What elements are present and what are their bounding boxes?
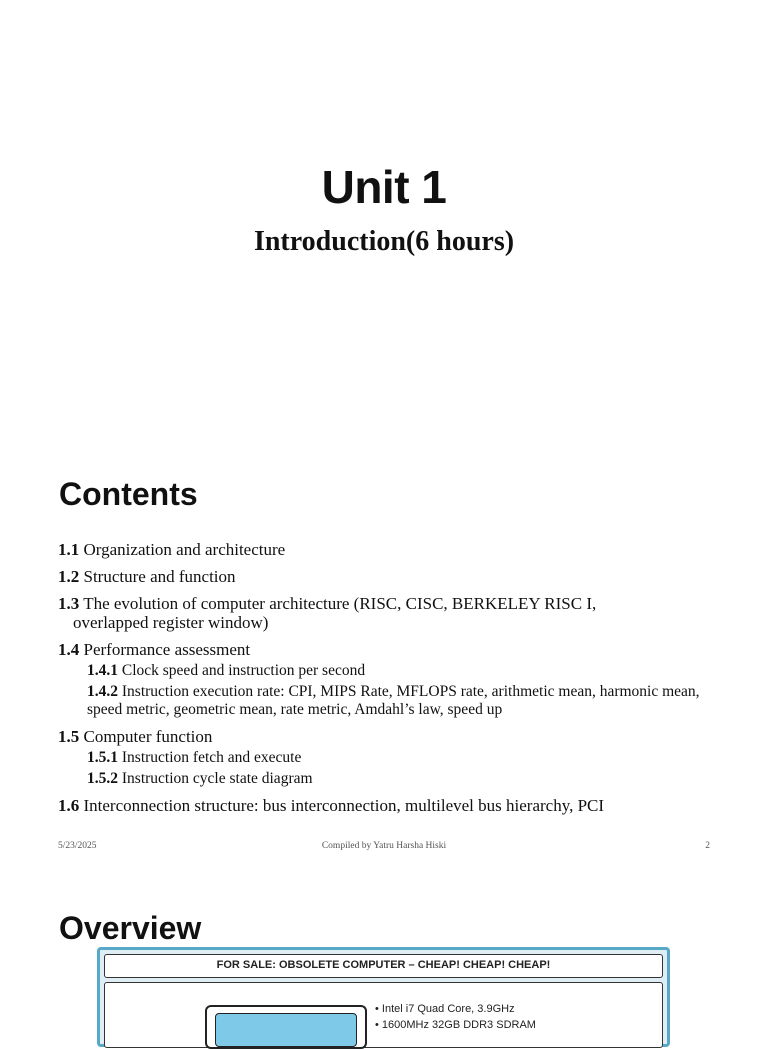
toc-text: Structure and function xyxy=(79,567,236,586)
toc-item xyxy=(58,594,738,632)
unit-subtitle: Introduction(6 hours) xyxy=(253,226,515,257)
toc-sublist xyxy=(58,662,738,719)
toc-item xyxy=(58,640,738,719)
toc-text: Interconnection structure: bus interconnection, multilevel bus hierarchy, PCI xyxy=(79,796,605,815)
toc-number: 1.6 xyxy=(58,796,80,815)
toc-subitem xyxy=(87,683,738,719)
toc-subtext: Instruction cycle state diagram xyxy=(118,770,313,787)
comic-illustration xyxy=(97,947,670,1047)
monitor-screen xyxy=(215,1013,357,1047)
toc-number: 1.1 xyxy=(58,540,80,559)
toc-text: Organization and architecture xyxy=(79,540,286,559)
unit-title: Unit 1 xyxy=(321,161,447,213)
computer-monitor-icon xyxy=(205,1005,367,1049)
toc-item xyxy=(58,540,738,559)
toc-item xyxy=(58,796,738,815)
toc-text-continuation: overlapped register window) xyxy=(73,613,269,632)
toc-item xyxy=(58,727,738,788)
overview-slide xyxy=(0,860,768,1031)
toc-subnumber: 1.4.1 xyxy=(87,662,118,679)
toc-subtext: Instruction execution rate: CPI, MIPS Rate, MFLOPS rate, arithmetic mean, harmonic mean, speed metric, geometric mean, rate metric, Amdahl’s law, speed up xyxy=(87,683,700,718)
toc-number: 1.4 xyxy=(58,640,80,659)
footer-date: 5/23/2025 xyxy=(58,841,97,851)
toc-subnumber: 1.5.2 xyxy=(87,770,118,787)
toc-text: Computer function xyxy=(79,727,213,746)
toc-subitem xyxy=(87,749,738,767)
toc-subnumber: 1.4.2 xyxy=(87,683,118,700)
spec-item: • 1600MHz 32GB DDR3 SDRAM xyxy=(375,1019,536,1031)
toc-subnumber: 1.5.1 xyxy=(87,749,118,766)
comic-panel xyxy=(104,982,663,1048)
contents-heading: Contents xyxy=(59,476,198,512)
overview-heading: Overview xyxy=(59,910,202,946)
toc-number: 1.2 xyxy=(58,567,80,586)
toc-sublist xyxy=(58,749,738,788)
toc-subitem xyxy=(87,770,738,788)
toc-text: The evolution of computer architecture (RISC, CISC, BERKELEY RISC I, xyxy=(79,594,597,613)
computer-spec-list xyxy=(375,1001,536,1033)
comic-banner: FOR SALE: OBSOLETE COMPUTER – CHEAP! CHEAP! CHEAP! xyxy=(104,954,663,978)
table-of-contents xyxy=(58,540,738,823)
contents-slide xyxy=(0,440,768,860)
footer-page-number: 2 xyxy=(705,841,710,851)
toc-subtext: Clock speed and instruction per second xyxy=(118,662,366,679)
spec-item: • Intel i7 Quad Core, 3.9GHz xyxy=(375,1003,515,1015)
toc-number: 1.5 xyxy=(58,727,80,746)
toc-item xyxy=(58,567,738,586)
toc-subitem xyxy=(87,662,738,680)
toc-subtext: Instruction fetch and execute xyxy=(118,749,302,766)
title-slide xyxy=(0,0,768,440)
footer-credit: Compiled by Yatru Harsha Hiski xyxy=(321,841,447,851)
toc-text: Performance assessment xyxy=(79,640,251,659)
toc-number: 1.3 xyxy=(58,594,80,613)
